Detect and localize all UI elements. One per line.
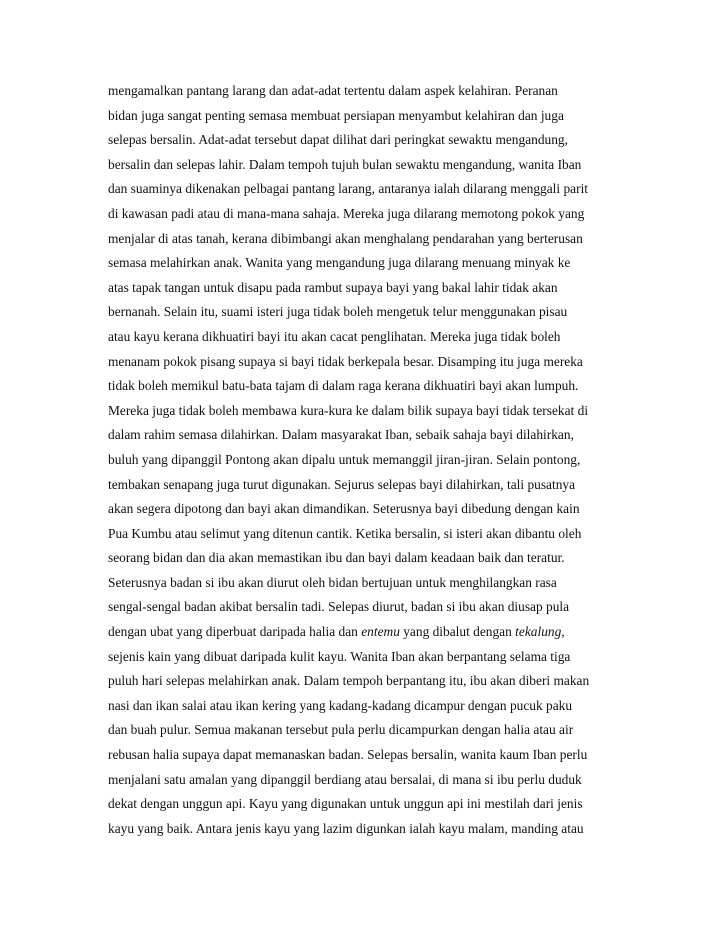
- text-line: tembakan senapang juga turut digunakan. Sejurus selepas bayi dilahirkan, tali pusatnya: [108, 476, 576, 492]
- text-line: Pua Kumbu atau selimut yang ditenun cantik. Ketika bersalin, si isteri akan dibantu oleh: [108, 525, 582, 541]
- text-line: Seterusnya badan si ibu akan diurut oleh bidan bertujuan untuk menghilangkan rasa: [108, 574, 557, 590]
- text-line: puluh hari selepas melahirkan anak. Dalam tempoh berpantang itu, ibu akan diberi makan: [108, 673, 590, 689]
- text-line: akan segera dipotong dan bayi akan dimandikan. Seterusnya bayi dibedung dengan kain: [108, 501, 580, 517]
- text-line: Mereka juga tidak boleh membawa kura-kura ke dalam bilik supaya bayi tidak tersekat di: [108, 402, 589, 418]
- text-line: kayu yang baik. Antara jenis kayu yang lazim digunkan ialah kayu malam, manding atau: [108, 820, 584, 836]
- text-line: sejenis kain yang dibuat daripada kulit kayu. Wanita Iban akan berpantang selama tiga: [108, 648, 571, 664]
- body-text: [108, 84, 638, 846]
- italic-term-tekalung: tekalung: [515, 624, 562, 640]
- text-line: menanam pokok pisang supaya si bayi tidak berkepala besar. Disamping itu juga mereka: [108, 353, 583, 369]
- text-line: atas tapak tangan untuk disapu pada rambut supaya bayi yang bakal lahir tidak akan: [108, 279, 558, 295]
- text-segment: dengan ubat yang diperbuat daripada halia dan: [108, 624, 362, 640]
- italic-term-entemu: entemu: [361, 624, 400, 640]
- text-line: nasi dan ikan salai atau ikan kering yang kadang-kadang dicampur dengan pucuk paku: [108, 697, 573, 713]
- text-line: atau kayu kerana dikhuatiri bayi itu akan cacat penglihatan. Mereka juga tidak boleh: [108, 328, 561, 344]
- text-line: buluh yang dipanggil Pontong akan dipalu untuk memanggil jiran-jiran. Selain pontong,: [108, 451, 581, 467]
- text-line: dan suaminya dikenakan pelbagai pantang larang, antaranya ialah dilarang menggali parit: [108, 181, 589, 197]
- text-line: selepas bersalin. Adat-adat tersebut dapat dilihat dari peringkat sewaktu mengandung,: [108, 132, 568, 148]
- text-line: menjalar di atas tanah, kerana dibimbangi akan menghalang pendarahan yang berterusan: [108, 230, 583, 246]
- text-line: bersalin dan selepas lahir. Dalam tempoh tujuh bulan sewaktu mengandung, wanita Iban: [108, 156, 582, 172]
- text-line: dan buah pulur. Semua makanan tersebut pula perlu dicampurkan dengan halia atau air: [108, 722, 574, 738]
- text-line: semasa melahirkan anak. Wanita yang mengandung juga dilarang menuang minyak ke: [108, 255, 571, 271]
- text-line: sengal-sengal badan akibat bersalin tadi. Selepas diurut, badan si ibu akan diusap pula: [108, 599, 570, 615]
- text-line: tidak boleh memikul batu-bata tajam di dalam raga kerana dikhuatiri bayi akan lumpuh.: [108, 378, 579, 394]
- text-line-with-italics: [108, 625, 638, 650]
- text-line: di kawasan padi atau di mana-mana sahaja. Mereka juga dilarang memotong pokok yang: [108, 205, 585, 221]
- text-line: dekat dengan unggun api. Kayu yang digunakan untuk unggun api ini mestilah dari jenis: [108, 796, 583, 812]
- text-segment: yang dibalut dengan: [399, 624, 516, 640]
- text-line: bidan juga sangat penting semasa membuat persiapan menyambut kelahiran dan juga: [108, 107, 564, 123]
- text-line: dalam rahim semasa dilahirkan. Dalam masyarakat Iban, sebaik sahaja bayi dilahirkan,: [108, 427, 574, 443]
- text-line: rebusan halia supaya dapat memanaskan badan. Selepas bersalin, wanita kaum Iban perlu: [108, 747, 588, 763]
- text-line: mengamalkan pantang larang dan adat-adat tertentu dalam aspek kelahiran. Peranan: [108, 83, 558, 98]
- text-segment: ,: [561, 624, 565, 640]
- text-line: seorang bidan dan dia akan memastikan ibu dan bayi dalam keadaan baik dan teratur.: [108, 550, 565, 566]
- text-line: bernanah. Selain itu, suami isteri juga tidak boleh mengetuk telur menggunakan pisau: [108, 304, 568, 320]
- text-line: menjalani satu amalan yang dipanggil berdiang atau bersalai, di mana si ibu perlu duduk: [108, 771, 582, 787]
